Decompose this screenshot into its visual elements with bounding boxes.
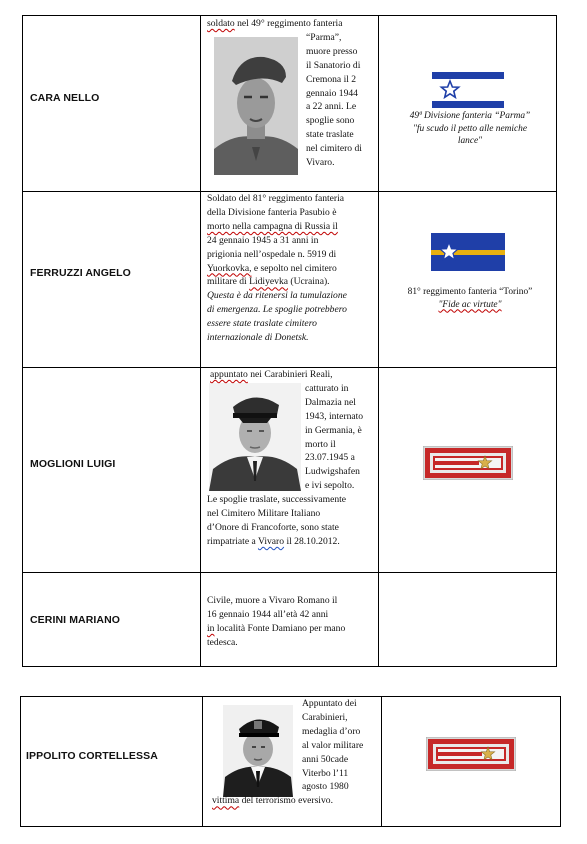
medal-ribbon <box>423 446 513 480</box>
bio-text: Soldato del 81° reggimento fanteria della Divisione fanteria Pasubio è morto nella campagna di Russia il 24 gennaio 1945 a 31 anni in prigionia nell’ospedale n. 5919 di Yuorkovka, e sepolto nel cimitero militare di Lidiyevka (Ucraina). Questa è da ritenersi la tumulazione di emergenza. Le spoglie potrebbero essere state traslate cimitero internazionale di Donetsk. <box>207 193 347 344</box>
person-name: CARA NELLO <box>30 92 100 104</box>
bio-text: Civile, muore a Vivaro Romano il 16 gennaio 1944 all’età 42 anni in località Fonte Damiano per mano tedesca. <box>207 595 346 648</box>
medal-ribbon <box>426 737 516 771</box>
bio-text: appuntato nei Carabinieri Reali, catturato in Dalmazia nel 1943, internato in Germania, è morto il 23.07.1945 a Ludwigshafen e ivi sepolto. Le spoglie traslate, successivamente nel Cimitero Militare Italiano d’Onore di Francoforte, sono state rimpatriate a Vivaro il 28.10.2012. <box>207 369 364 547</box>
regiment-flag <box>432 72 504 108</box>
person-name: CERINI MARIANO <box>30 614 121 626</box>
person-name: IPPOLITO CORTELLESSA <box>26 750 158 762</box>
person-name: MOGLIONI LUIGI <box>30 458 116 470</box>
regiment-flag <box>431 233 505 271</box>
flag-caption: 49ª Divisione fanteria “Parma” "fu scudo il petto alle nemiche lance" <box>409 111 531 146</box>
bio-text: soldato nel 49° reggimento fanteria “Parma”, muore presso il Sanatorio di Cremona il 2 gennaio 1944 a 22 anni. Le spoglie sono state traslate nel cimitero di Vivaro. <box>207 18 362 169</box>
flag-caption: 81° reggimento fanteria “Torino” "Fide ac virtute" <box>407 287 533 310</box>
person-name: FERRUZZI ANGELO <box>30 267 131 279</box>
bio-text: Appuntato dei Carabinieri, medaglia d’oro al valor militare anni 50cade Viterbo l’11 agosto 1980 vittima del terrorismo eversivo. <box>212 698 364 807</box>
